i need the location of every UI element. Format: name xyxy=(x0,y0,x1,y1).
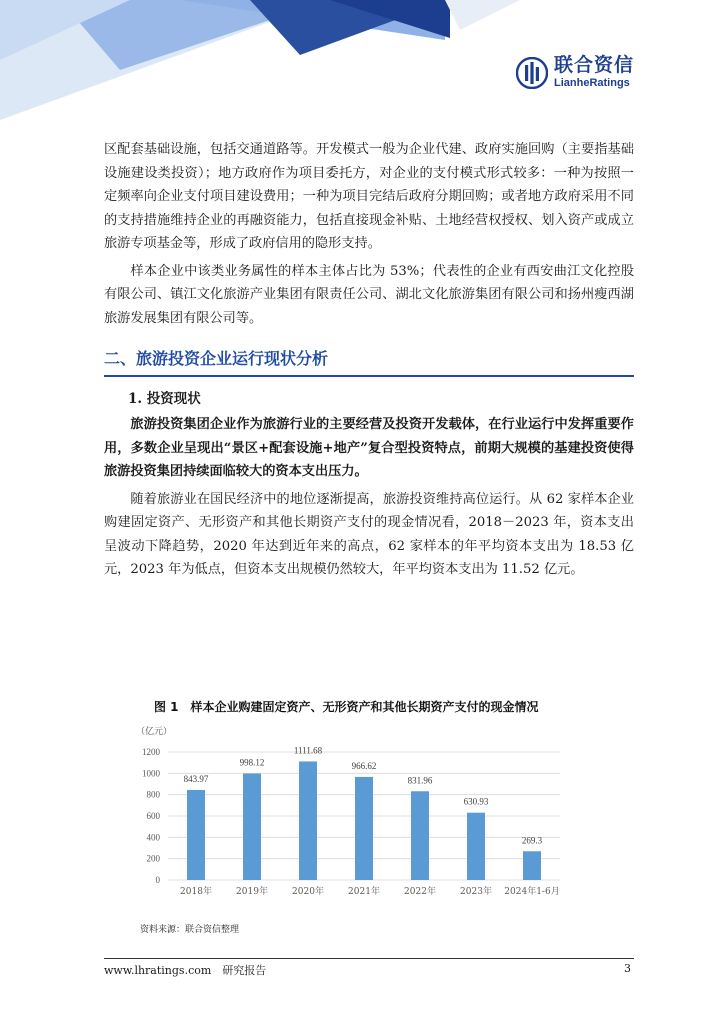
x-tick-label: 2021年 xyxy=(348,887,380,897)
figure-source: 资料来源：联合资信整理 xyxy=(140,925,240,935)
footer-website: www.lhratings.com 研究报告 xyxy=(104,964,267,977)
section-title: 二、旅游投资企业运行现状分析 xyxy=(104,349,329,368)
bar xyxy=(299,761,317,880)
y-tick-label: 1200 xyxy=(142,747,160,757)
y-tick-label: 400 xyxy=(146,832,160,843)
data-label: 1111.68 xyxy=(293,745,323,756)
y-tick-label: 800 xyxy=(146,789,160,800)
x-tick-label: 2018年 xyxy=(180,887,212,897)
figure-caption: 图 1 样本企业购建固定资产、无形资产和其他长期资产支付的现金情况 xyxy=(154,700,539,714)
bar xyxy=(187,790,205,880)
bar-chart xyxy=(120,716,576,916)
y-tick-label: 0 xyxy=(155,875,160,885)
bold-summary: 旅游投资集团企业作为旅游行业的主要经营及投资开发载体，在行业运行中发挥重要作用，多数企业呈现出“景区+配套设施+地产”复合型投资特点，前期大规模的基建投资使得旅游投资集团持续面临较大的资本支出压力。 xyxy=(104,417,634,479)
logo-icon xyxy=(516,57,548,89)
paragraph-1: 区配套基础设施，包括交通道路等。开发模式一般为企业代建、政府实施回购（主要指基础设施建设类投资）；地方政府作为项目委托方，对企业的支付模式形式较多：一种为按照一定频率向企业支付项目建设费用；一种为项目完结后政府分期回购；或者地方政府采用不同的支持措施维持企业的再融资能力，包括直接现金补贴、土地经营权授权、划入资产或成立旅游专项基金等，形成了政府信用的隐形支持。 xyxy=(104,142,634,251)
paragraph-2: 样本企业中该类业务属性的样本主体占比为 53%；代表性的企业有西安曲江文化控股有限公司、镇江文化旅游产业集团有限责任公司、湖北文化旅游集团有限公司和扬州瘦西湖旅游发展集团有限公司等。 xyxy=(104,263,634,326)
y-tick-label: 600 xyxy=(146,811,160,821)
logo-english: LianheRatings xyxy=(554,77,630,89)
body-paragraph: 随着旅游业在国民经济中的地位逐渐提高，旅游投资维持高位运行。从 62 家样本企业购建固定资产、无形资产和其他长期资产支付的现金情况看，2018－2023 年，资本支出呈波动下降趋势，2020 年达到近年来的高点，62 家样本的年平均资本支出为 18.53 亿元，2023 年为低点，但资本支出规模仍然较大，年平均资本支出为 11.52 亿元。 xyxy=(104,491,634,577)
bar xyxy=(411,791,429,880)
x-tick-label: 2020年 xyxy=(292,887,324,897)
x-tick-label: 2022年 xyxy=(404,887,436,897)
data-label: 269.3 xyxy=(521,835,543,846)
chart-unit-label: （亿元） xyxy=(136,727,173,737)
data-label: 966.62 xyxy=(351,760,377,771)
bar xyxy=(467,813,485,880)
main-content xyxy=(104,138,634,582)
logo-chinese: 联合资信 xyxy=(554,54,635,76)
y-tick-label: 1000 xyxy=(142,768,160,779)
data-label: 831.96 xyxy=(407,775,433,786)
bar xyxy=(243,774,261,880)
section-underline xyxy=(104,375,634,377)
footer-divider xyxy=(104,958,634,959)
y-tick-label: 200 xyxy=(146,853,160,864)
x-tick-label: 2019年 xyxy=(236,887,268,897)
data-label: 998.12 xyxy=(239,757,265,768)
bar xyxy=(355,777,373,880)
x-tick-label: 2023年 xyxy=(460,887,492,897)
lianhe-logo xyxy=(516,56,634,89)
x-tick-label: 2024年1-6月 xyxy=(504,887,560,897)
page-number: 3 xyxy=(624,962,631,975)
bar xyxy=(523,851,541,880)
subsection-title: 1. 投资现状 xyxy=(128,391,201,407)
data-label: 843.97 xyxy=(183,773,209,784)
data-label: 630.93 xyxy=(463,796,489,807)
